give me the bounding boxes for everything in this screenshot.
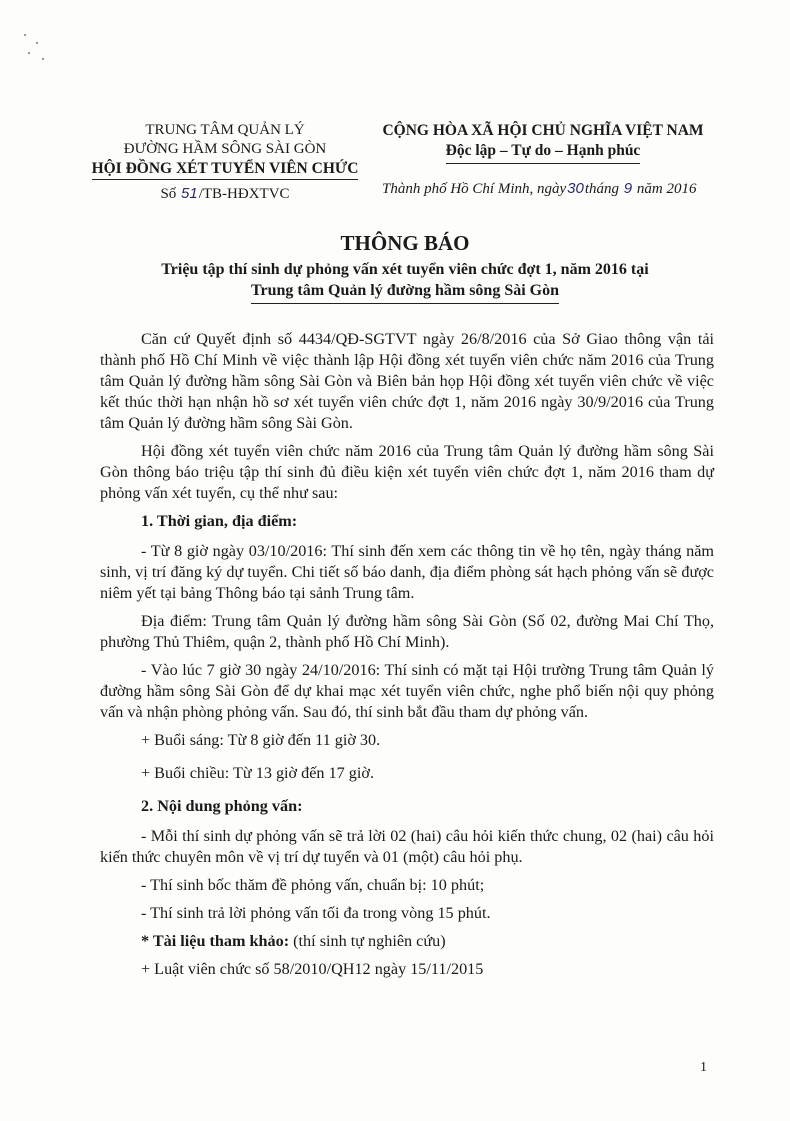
scan-specks xyxy=(20,28,60,68)
country-name: CỘNG HÒA XÃ HỘI CHỦ NGHĨA VIỆT NAM xyxy=(382,122,704,139)
paragraph-preparation-time: - Thí sinh bốc thăm đề phỏng vấn, chuẩn bị: 10 phút; xyxy=(141,876,485,894)
paragraph-afternoon-session: + Buổi chiều: Từ 13 giờ đến 17 giờ. xyxy=(141,764,375,782)
paragraph-announcement: Hội đồng xét tuyển viên chức năm 2016 của Trung tâm Quản lý đường hầm sông Sài Gòn thông báo triệu tập thí sinh đủ điều kiện xét tuyển viên chức đợt 1, năm 2016 tham dự phỏng vấn xét tuyển, cụ thể như sau: xyxy=(100,442,714,502)
scan-speck xyxy=(42,58,44,60)
paragraph-questions: - Mỗi thí sinh dự phỏng vấn sẽ trả lời 02 (hai) câu hỏi kiến thức chung, 02 (hai) câu hỏi kiến thức chuyên môn về vị trí dự tuyển và 01 (một) câu hỏi phụ. xyxy=(100,827,714,866)
document-title: THÔNG BÁO xyxy=(340,231,470,255)
paragraph-answer-time: - Thí sinh trả lời phỏng vấn tối đa trong vòng 15 phút. xyxy=(141,904,491,922)
council-name: HỘI ĐỒNG XÉT TUYỂN VIÊN CHỨC xyxy=(60,159,390,180)
scan-speck xyxy=(24,34,26,36)
paragraph-law-reference: + Luật viên chức số 58/2010/QH12 ngày 15/11/2015 xyxy=(141,960,484,978)
document-date: Thành phố Hồ Chí Minh, ngày30tháng 9 năm 2016 xyxy=(382,180,697,197)
paragraph-legal-basis: Căn cứ Quyết định số 4434/QĐ-SGTVT ngày 26/8/2016 của Sở Giao thông vận tải thành phố Hồ Chí Minh về việc thành lập Hội đồng xét tuyển viên chức năm 2016 của Trung tâm Quản lý đường hầm sông Sài Gòn và Biên bản họp Hội đồng xét tuyển viên chức về việc kết thúc thời hạn nhận hồ sơ xét tuyển viên chức đợt 1, năm 2016 ngày 30/9/2016 của Trung tâm Quản lý đường hầm sông Sài Gòn. xyxy=(100,330,714,432)
paragraph-references: * Tài liệu tham khảo: (thí sinh tự nghiên cứu) xyxy=(141,932,446,950)
section-heading-time-place: 1. Thời gian, địa điểm: xyxy=(141,512,298,530)
paragraph-schedule-info: - Từ 8 giờ ngày 03/10/2016: Thí sinh đến xem các thông tin về họ tên, ngày tháng năm sinh, vị trí đăng ký dự tuyển. Chi tiết số báo danh, địa điểm phòng sát hạch phỏng vấn sẽ được niêm yết tại bảng Thông báo tại sảnh Trung tâm. xyxy=(100,542,714,602)
scan-speck xyxy=(28,52,30,54)
paragraph-opening: - Vào lúc 7 giờ 30 ngày 24/10/2016: Thí sinh có mặt tại Hội trường Trung tâm Quản lý đường hầm sông Sài Gòn để dự khai mạc xét tuyển viên chức, nghe phổ biến nội quy phỏng vấn và nhận phòng phỏng vấn. Sau đó, thí sinh bắt đầu tham dự phỏng vấn. xyxy=(100,661,714,721)
document-reference: Số 51/TB-HĐXTVC xyxy=(160,185,290,202)
paragraph-morning-session: + Buổi sáng: Từ 8 giờ đến 11 giờ 30. xyxy=(141,731,381,749)
document-subtitle: Triệu tập thí sinh dự phỏng vấn xét tuyển viên chức đợt 1, năm 2016 tại Trung tâm Quản lý đường hầm sông Sài Gòn xyxy=(60,259,750,304)
date-day: 30 xyxy=(567,180,584,197)
page-number: 1 xyxy=(700,1060,707,1075)
date-month: 9 xyxy=(623,180,633,197)
scan-speck xyxy=(36,42,38,44)
document-body xyxy=(100,329,714,987)
agency-line-1: TRUNG TÂM QUẢN LÝ xyxy=(145,122,305,138)
reference-number: 51 xyxy=(181,185,198,202)
national-motto-block xyxy=(378,121,708,164)
paragraph-location: Địa điểm: Trung tâm Quản lý đường hầm sông Sài Gòn (Số 02, đường Mai Chí Thọ, phường Thủ Thiêm, quận 2, thành phố Hồ Chí Minh). xyxy=(100,612,714,651)
national-motto: Độc lập – Tự do – Hạnh phúc xyxy=(378,141,708,164)
agency-line-2: ĐƯỜNG HẦM SÔNG SÀI GÒN xyxy=(123,141,327,157)
issuing-agency-block xyxy=(60,121,390,204)
section-heading-interview-content: 2. Nội dung phỏng vấn: xyxy=(141,797,303,815)
